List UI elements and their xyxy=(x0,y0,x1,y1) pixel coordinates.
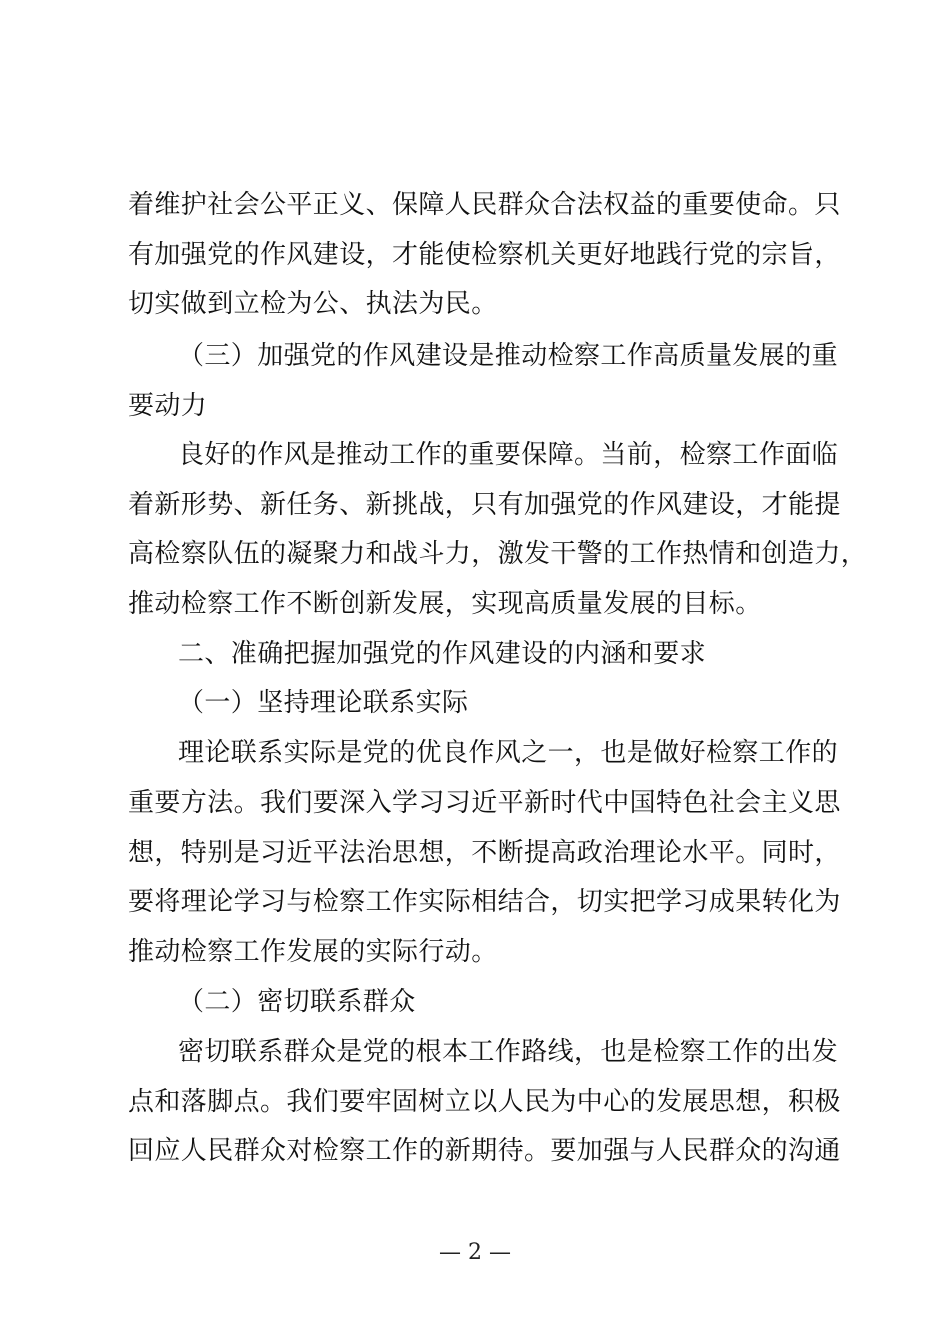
body-text-line: 推动检察工作发展的实际行动。 xyxy=(128,937,498,967)
body-text-line: 重要方法。我们要深入学习习近平新时代中国特色社会主义思 xyxy=(128,788,841,818)
body-text-line: 高检察队伍的凝聚力和战斗力，激发干警的工作热情和创造力， xyxy=(128,539,868,569)
section-heading: （一）坚持理论联系实际 xyxy=(178,688,469,718)
body-text-line: 点和落脚点。我们要牢固树立以人民为中心的发展思想，积极 xyxy=(128,1087,841,1117)
body-text-line: 着维护社会公平正义、保障人民群众合法权益的重要使命。只 xyxy=(128,190,841,220)
body-text-line: 想，特别是习近平法治思想，不断提高政治理论水平。同时， xyxy=(128,838,841,868)
section-heading: （二）密切联系群众 xyxy=(178,987,416,1017)
body-text-line: 密切联系群众是党的根本工作路线，也是检察工作的出发 xyxy=(178,1037,839,1067)
body-text-line: 着新形势、新任务、新挑战，只有加强党的作风建设，才能提 xyxy=(128,490,841,520)
section-heading: （三）加强党的作风建设是推动检察工作高质量发展的重 xyxy=(178,341,839,371)
body-text-line: 回应人民群众对检察工作的新期待。要加强与人民群众的沟通 xyxy=(128,1136,841,1166)
body-text-line: 良好的作风是推动工作的重要保障。当前，检察工作面临 xyxy=(178,440,839,470)
body-text-line: 要将理论学习与检察工作实际相结合，切实把学习成果转化为 xyxy=(128,887,841,917)
body-text-line: 推动检察工作不断创新发展，实现高质量发展的目标。 xyxy=(128,589,762,619)
body-text-line: 切实做到立检为公、执法为民。 xyxy=(128,289,498,319)
body-text-line: 理论联系实际是党的优良作风之一，也是做好检察工作的 xyxy=(178,738,839,768)
body-text-line: 有加强党的作风建设，才能使检察机关更好地践行党的宗旨， xyxy=(128,240,841,270)
page-number: — 2 — xyxy=(439,1240,511,1265)
section-heading-continuation: 要动力 xyxy=(128,391,208,421)
chapter-heading: 二、准确把握加强党的作风建设的内涵和要求 xyxy=(178,639,707,669)
